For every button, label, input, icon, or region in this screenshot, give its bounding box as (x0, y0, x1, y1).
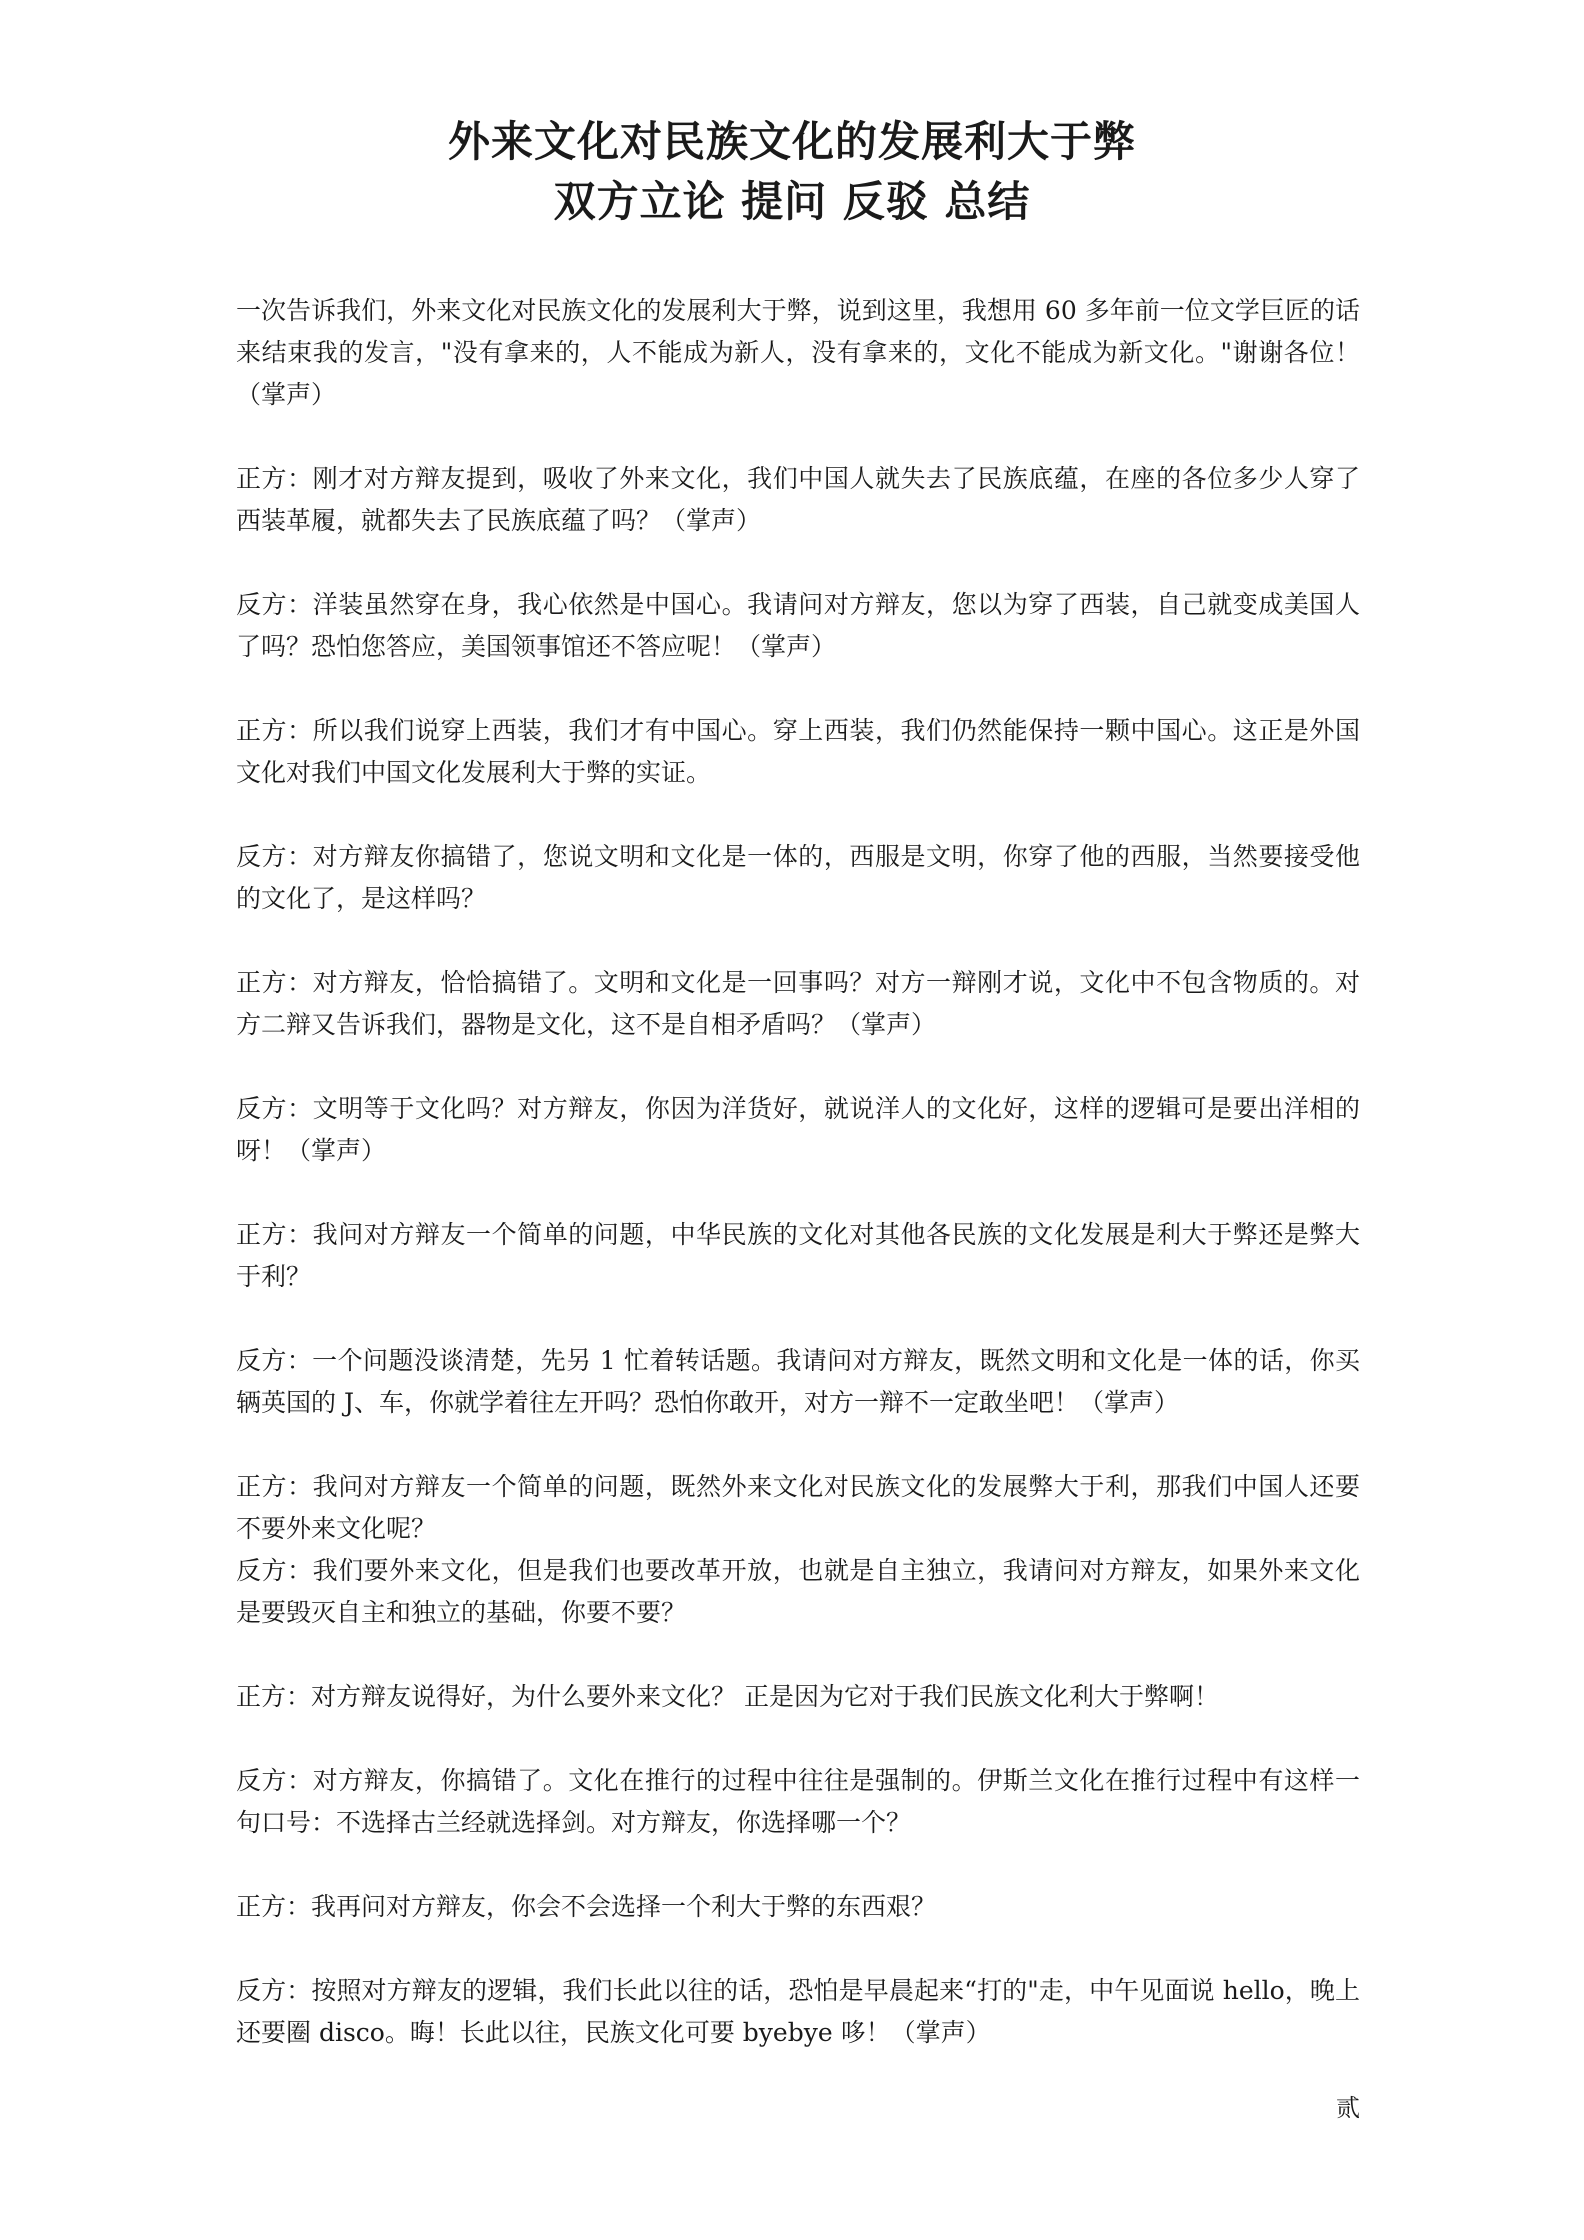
paragraph-negative: 反方：我们要外来文化，但是我们也要改革开放，也就是自主独立，我请问对方辩友，如果外来文化是要毁灭自主和独立的基础，你要不要？ (236, 1556, 1360, 1627)
document-body (236, 290, 1360, 2096)
paragraph-negative: 反方：一个问题没谈清楚，先另 1 忙着转话题。我请问对方辩友，既然文明和文化是一体的话，你买辆英国的 J、车，你就学着往左开吗？恐怕你敢开，对方一辩不一定敢坐吧！（掌声） (236, 1346, 1360, 1417)
title-block (0, 112, 1584, 232)
paragraph-affirmative: 正方：我问对方辩友一个简单的问题，既然外来文化对民族文化的发展弊大于利，那我们中国人还要不要外来文化呢？ (236, 1472, 1360, 1543)
paragraph-negative: 反方：按照对方辩友的逻辑，我们长此以往的话，恐怕是早晨起来“打的"走，中午见面说 hello，晚上还要圈 disco。晦！长此以往，民族文化可要 byebye 哆！（掌声） (236, 1976, 1360, 2047)
paragraph-negative: 反方：文明等于文化吗？对方辩友，你因为洋货好，就说洋人的文化好，这样的逻辑可是要出洋相的呀！（掌声） (236, 1094, 1360, 1165)
document-title: 外来文化对民族文化的发展利大于弊 (447, 117, 1136, 166)
paragraph-affirmative: 正方：我再问对方辩友，你会不会选择一个利大于弊的东西艰？ (236, 1892, 937, 1921)
paragraph-negative: 反方：对方辩友你搞错了，您说文明和文化是一体的，西服是文明，你穿了他的西服，当然要接受他的文化了，是这样吗？ (236, 842, 1360, 913)
paragraph-negative: 反方：对方辩友，你搞错了。文化在推行的过程中往往是强制的。伊斯兰文化在推行过程中有这样一句口号：不选择古兰经就选择剑。对方辩友，你选择哪一个？ (236, 1766, 1360, 1837)
paragraph-affirmative: 正方：我问对方辩友一个简单的问题，中华民族的文化对其他各民族的文化发展是利大于弊还是弊大于利？ (236, 1220, 1360, 1291)
paragraph-affirmative: 正方：所以我们说穿上西装，我们才有中国心。穿上西装，我们仍然能保持一颗中国心。这正是外国文化对我们中国文化发展利大于弊的实证。 (236, 716, 1360, 787)
paragraph-negative: 反方：洋装虽然穿在身，我心依然是中国心。我请问对方辩友，您以为穿了西装，自己就变成美国人了吗？恐怕您答应，美国领事馆还不答应呢！（掌声） (236, 590, 1360, 661)
paragraph-closing-statement: 一次告诉我们，外来文化对民族文化的发展利大于弊，说到这里，我想用 60 多年前一位文学巨匠的话来结束我的发言，"没有拿来的，人不能成为新人，没有拿来的，文化不能成为新文化。"谢谢各位！（掌声） (236, 296, 1360, 409)
page-number: 贰 (1336, 2094, 1360, 2122)
document-subtitle: 双方立论 提问 反驳 总结 (553, 177, 1031, 226)
paragraph-affirmative: 正方：对方辩友，恰恰搞错了。文明和文化是一回事吗？对方一辩刚才说，文化中不包含物质的。对方二辩又告诉我们，器物是文化，这不是自相矛盾吗？（掌声） (236, 968, 1360, 1039)
paragraph-affirmative: 正方：刚才对方辩友提到，吸收了外来文化，我们中国人就失去了民族底蕴，在座的各位多少人穿了西装革履，就都失去了民族底蕴了吗？（掌声） (236, 464, 1360, 535)
paragraph-affirmative: 正方：对方辩友说得好，为什么要外来文化？ 正是因为它对于我们民族文化利大于弊啊！ (236, 1682, 1219, 1711)
